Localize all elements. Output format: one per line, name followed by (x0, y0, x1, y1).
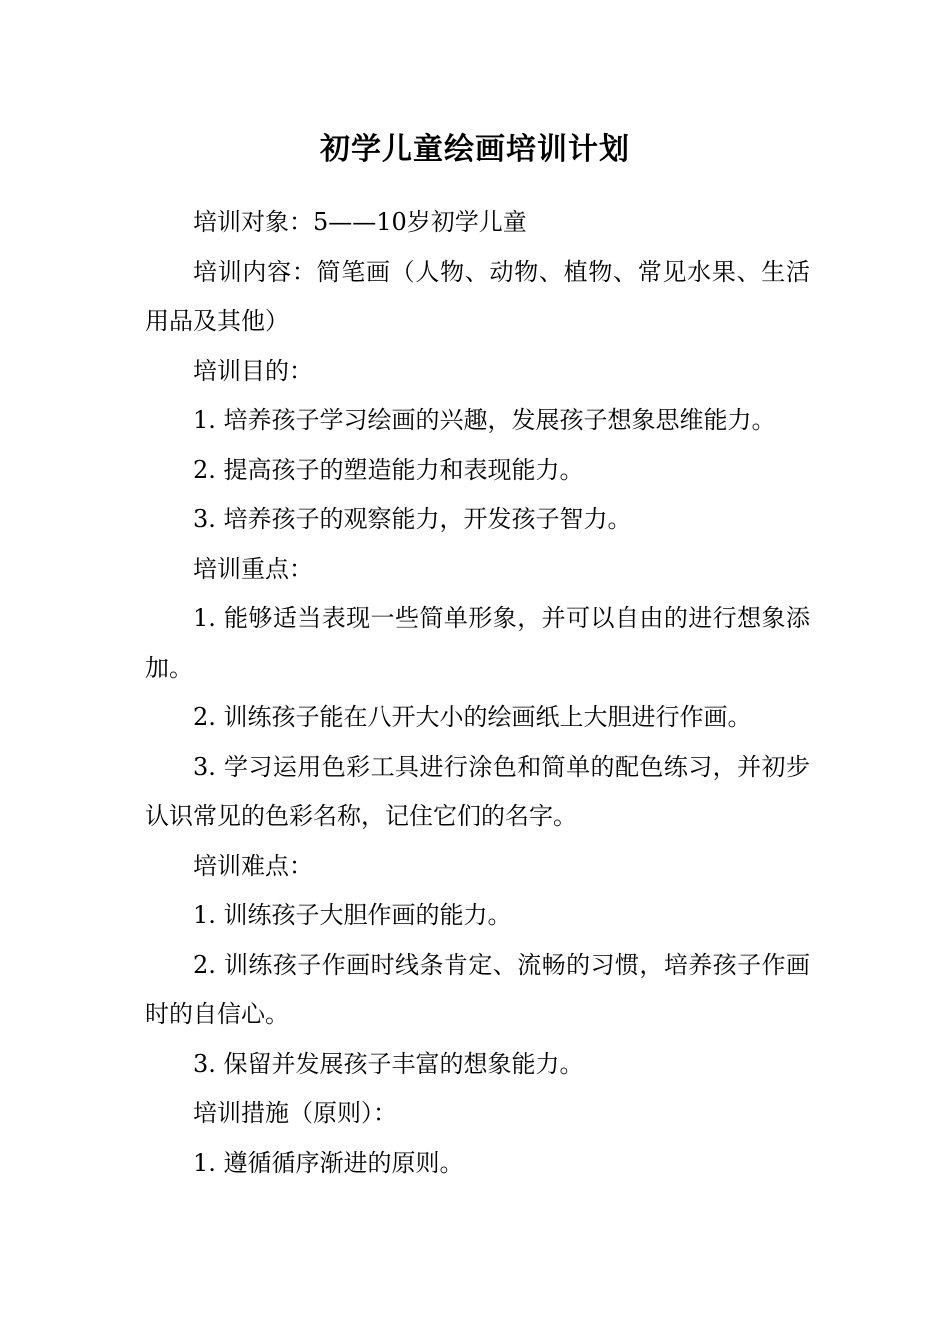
paragraph-training-content: 培训内容：简笔画（人物、动物、植物、常见水果、生活用品及其他） (145, 257, 810, 335)
list-item: 3. 保留并发展孩子丰富的想象能力。 (193, 1049, 584, 1078)
list-item: 1. 培养孩子学习绘画的兴趣，发展孩子想象思维能力。 (193, 406, 776, 434)
list-item: 2. 训练孩子能在八开大小的绘画纸上大胆进行作画。 (193, 703, 752, 731)
list-item: 3. 学习运用色彩工具进行涂色和简单的配色练习，并初步认识常见的色彩名称，记住它们的名字。 (145, 752, 810, 830)
list-item: 2. 提高孩子的塑造能力和表现能力。 (193, 455, 584, 484)
list-item: 1. 能够适当表现一些简单形象，并可以自由的进行想象添加。 (145, 604, 810, 682)
heading-training-measures: 培训措施（原则）： (193, 1099, 397, 1127)
heading-training-goals: 培训目的： (193, 356, 313, 385)
list-item: 2. 训练孩子作画时线条肯定、流畅的习惯，培养孩子作画时的自信心。 (145, 950, 810, 1028)
document-body (145, 198, 810, 1188)
heading-training-focus: 培训重点： (193, 554, 313, 583)
list-item: 3. 培养孩子的观察能力，开发孩子智力。 (193, 505, 632, 533)
paragraph-training-target: 培训对象：5——10岁初学儿童 (193, 208, 527, 236)
list-item: 1. 训练孩子大胆作画的能力。 (193, 901, 512, 929)
heading-training-difficulties: 培训难点： (193, 851, 313, 880)
document-title: 初学儿童绘画培训计划 (320, 132, 630, 167)
list-item: 1. 遵循循序渐进的原则。 (193, 1148, 464, 1177)
